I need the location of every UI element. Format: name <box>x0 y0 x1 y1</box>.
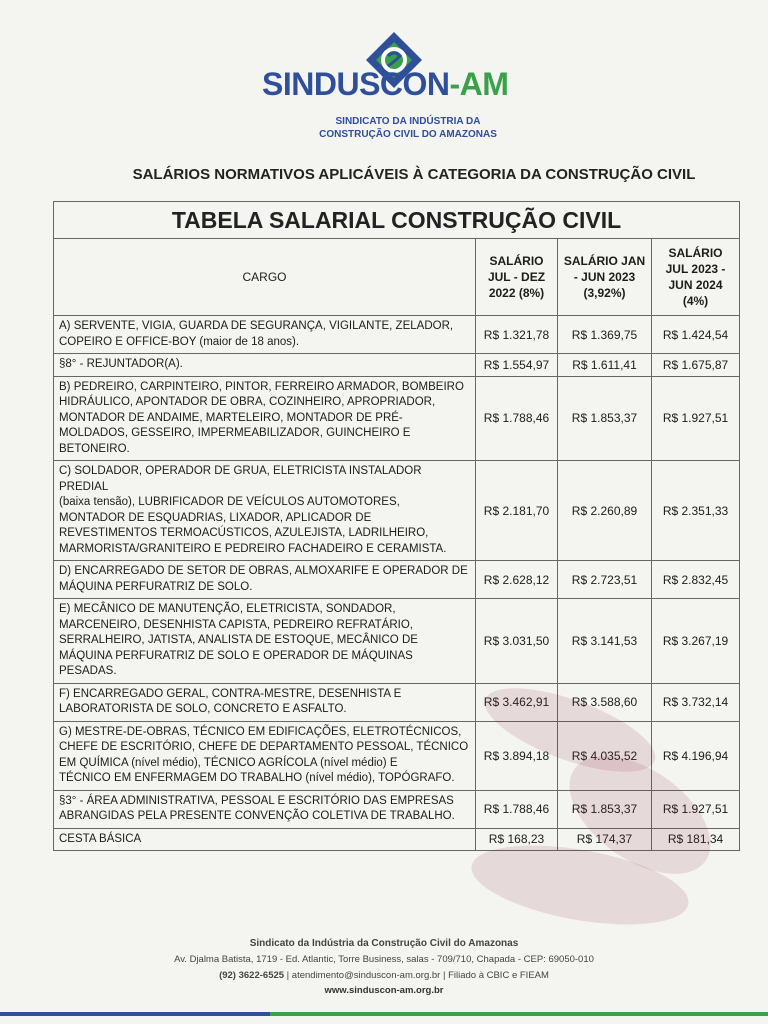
header-line: SALÁRIO <box>489 254 544 268</box>
salary-value-v1: R$ 3.462,91 <box>476 683 558 721</box>
salary-value-v1: R$ 168,23 <box>476 828 558 851</box>
cargo-line: B) PEDREIRO, CARPINTEIRO, PINTOR, FERREIRO ARMADOR, BOMBEIRO <box>59 380 464 393</box>
cargo-line: CHEFE DE ESCRITÓRIO, CHEFE DE DEPARTAMENTO PESSOAL, TÉCNICO <box>59 741 469 753</box>
cargo-line: MÁQUINA PERFURATRIZ DE SOLO E OPERADOR DE MÁQUINAS <box>59 649 413 662</box>
footer-address: Av. Djalma Batista, 1719 - Ed. Atlantic, Torre Business, salas - 709/710, Chapada - CEP: 69050-010 <box>174 954 594 965</box>
cargo-cell <box>54 316 476 354</box>
cargo-line: MONTADOR DE ANDAIME, MARTELEIRO, MONTADOR DE PRÉ- <box>59 411 403 424</box>
footer-org: Sindicato da Indústria da Construção Civil do Amazonas <box>249 938 519 949</box>
salary-value-v2: R$ 174,37 <box>558 828 652 851</box>
table-body <box>54 316 740 851</box>
table-row <box>54 354 740 377</box>
header-line: - JUN 2023 <box>573 270 636 284</box>
brand-name <box>262 66 542 103</box>
salary-value-v3: R$ 1.927,51 <box>652 790 740 828</box>
header-salary-2023 <box>558 239 652 316</box>
cargo-line: MARMORISTA/GRANITEIRO E PEDREIRO FACHADEIRO E CERAMISTA. <box>59 542 447 555</box>
cargo-line: §8° - REJUNTADOR(A). <box>59 358 183 370</box>
cargo-line: LABORATORISTA DE SOLO, CONCRETO E ASFALTO. <box>59 703 347 715</box>
footer-bar-blue <box>0 1012 270 1016</box>
salary-value-v2: R$ 2.260,89 <box>558 461 652 561</box>
header-line: (3,92%) <box>583 286 626 300</box>
salary-value-v1: R$ 1.321,78 <box>476 316 558 354</box>
cargo-cell <box>54 376 476 461</box>
header-cargo: CARGO <box>54 239 476 316</box>
salary-value-v3: R$ 181,34 <box>652 828 740 851</box>
cargo-cell <box>54 683 476 721</box>
cargo-line: A) SERVENTE, VIGIA, GUARDA DE SEGURANÇA, VIGILANTE, ZELADOR, <box>59 320 454 332</box>
table-row <box>54 561 740 599</box>
salary-value-v3: R$ 3.732,14 <box>652 683 740 721</box>
header-line: SALÁRIO JAN <box>563 254 646 268</box>
cargo-line: F) ENCARREGADO GERAL, CONTRA-MESTRE, DESENHISTA E <box>59 687 402 700</box>
table-title: TABELA SALARIAL CONSTRUÇÃO CIVIL <box>54 202 740 239</box>
brand-name-suffix: -AM <box>449 66 509 102</box>
footer-phone: (92) 3622-6525 <box>219 970 285 981</box>
table-row <box>54 316 740 354</box>
salary-value-v3: R$ 2.832,45 <box>652 561 740 599</box>
cargo-cell <box>54 828 476 851</box>
tagline-line: SINDICATO DA INDÚSTRIA DA <box>335 116 481 127</box>
salary-value-v2: R$ 3.141,53 <box>558 599 652 684</box>
table-row <box>54 683 740 721</box>
cargo-line: E) MECÂNICO DE MANUTENÇÃO, ELETRICISTA, SONDADOR, <box>59 603 396 615</box>
cargo-line: MÁQUINA PERFURATRIZ DE SOLO. <box>59 580 253 593</box>
header-line: JUL - DEZ <box>487 270 546 284</box>
footer-email: | atendimento@sinduscon-am.org.br | Filiado à CBIC e FIEAM <box>284 970 549 981</box>
salary-value-v3: R$ 3.267,19 <box>652 599 740 684</box>
cargo-line: SERRALHEIRO, JATISTA, ANALISTA DE ESTOQUE, MECÂNICO DE <box>59 634 418 646</box>
salary-value-v1: R$ 1.788,46 <box>476 790 558 828</box>
document-heading: SALÁRIOS NORMATIVOS APLICÁVEIS À CATEGORIA DA CONSTRUÇÃO CIVIL <box>132 166 696 183</box>
salary-value-v1: R$ 2.181,70 <box>476 461 558 561</box>
cargo-line: TÉCNICO EM ENFERMAGEM DO TRABALHO (nível médio), TOPÓGRAFO. <box>59 772 455 784</box>
header-line: SALÁRIO <box>668 246 723 260</box>
cargo-line: CESTA BÁSICA <box>59 832 142 845</box>
salary-value-v1: R$ 2.628,12 <box>476 561 558 599</box>
tagline-line: CONSTRUÇÃO CIVIL DO AMAZONAS <box>319 129 497 140</box>
cargo-line: (baixa tensão), LUBRIFICADOR DE VEÍCULOS AUTOMOTORES, <box>59 496 400 508</box>
footer-contact <box>0 970 768 981</box>
cargo-cell <box>54 354 476 377</box>
brand-tagline <box>268 115 548 141</box>
cargo-cell <box>54 599 476 684</box>
cargo-line: MOLDADOS, GESSEIRO, IMPERMEABILIZADOR, GUINCHEIRO E <box>59 427 411 439</box>
cargo-cell <box>54 561 476 599</box>
footer <box>0 938 768 996</box>
table-row <box>54 599 740 684</box>
header-line: JUL 2023 - <box>665 262 726 276</box>
cargo-line: REVESTIMENTOS TERMOACÚSTICOS, AZULEJISTA, LADRILHEIRO, <box>59 527 429 539</box>
cargo-line: PESADAS. <box>59 665 117 677</box>
header-line: JUN 2024 <box>668 278 723 292</box>
table-header-row <box>54 239 740 316</box>
cargo-line: BETONEIRO. <box>59 442 130 455</box>
salary-value-v2: R$ 1.853,37 <box>558 790 652 828</box>
salary-value-v1: R$ 1.554,97 <box>476 354 558 377</box>
header-line: 2022 (8%) <box>488 286 545 300</box>
cargo-line: MONTADOR DE ESQUADRIAS, LIXADOR, APLICADOR DE <box>59 511 372 524</box>
footer-bar-green <box>270 1012 768 1016</box>
header-salary-2024 <box>652 239 740 316</box>
cargo-line: G) MESTRE-DE-OBRAS, TÉCNICO EM EDIFICAÇÕES, ELETROTÉCNICOS, <box>59 725 462 738</box>
salary-value-v2: R$ 1.369,75 <box>558 316 652 354</box>
salary-value-v1: R$ 3.894,18 <box>476 721 558 790</box>
table-row <box>54 721 740 790</box>
cargo-line: D) ENCARREGADO DE SETOR DE OBRAS, ALMOXARIFE E OPERADOR DE <box>59 565 468 577</box>
footer-website: www.sinduscon-am.org.br <box>324 985 444 996</box>
header-salary-2022 <box>476 239 558 316</box>
cargo-line: §3° - ÁREA ADMINISTRATIVA, PESSOAL E ESCRITÓRIO DAS EMPRESAS <box>59 794 454 807</box>
cargo-line: HIDRÁULICO, APONTADOR DE OBRA, COZINHEIRO, APROPRIADOR, <box>59 396 436 408</box>
cargo-cell <box>54 721 476 790</box>
table-row <box>54 461 740 561</box>
cargo-line: MARCENEIRO, DESENHISTA CAPISTA, PEDREIRO REFRATÁRIO, <box>59 618 413 631</box>
salary-value-v3: R$ 1.927,51 <box>652 376 740 461</box>
salary-value-v2: R$ 3.588,60 <box>558 683 652 721</box>
cargo-cell <box>54 461 476 561</box>
table-row <box>54 828 740 851</box>
salary-value-v2: R$ 1.853,37 <box>558 376 652 461</box>
table-row <box>54 376 740 461</box>
salary-value-v3: R$ 1.424,54 <box>652 316 740 354</box>
salary-value-v2: R$ 2.723,51 <box>558 561 652 599</box>
salary-value-v3: R$ 1.675,87 <box>652 354 740 377</box>
salary-value-v2: R$ 4.035,52 <box>558 721 652 790</box>
cargo-cell <box>54 790 476 828</box>
salary-value-v1: R$ 3.031,50 <box>476 599 558 684</box>
cargo-line: EM QUÍMICA (nível médio), TÉCNICO AGRÍCOLA (nível médio) E <box>59 756 398 769</box>
salary-value-v3: R$ 2.351,33 <box>652 461 740 561</box>
brand-name-main: SINDUSCON <box>262 66 450 102</box>
salary-table <box>53 201 740 851</box>
cargo-line: ABRANGIDAS PELA PRESENTE CONVENÇÃO COLETIVA DE TRABALHO. <box>59 810 455 822</box>
header-line: (4%) <box>682 294 709 308</box>
cargo-line: COPEIRO E OFFICE-BOY (maior de 18 anos). <box>59 335 300 348</box>
table-row <box>54 790 740 828</box>
cargo-line: C) SOLDADOR, OPERADOR DE GRUA, ELETRICISTA INSTALADOR PREDIAL <box>59 465 422 493</box>
salary-value-v1: R$ 1.788,46 <box>476 376 558 461</box>
salary-value-v2: R$ 1.611,41 <box>558 354 652 377</box>
salary-value-v3: R$ 4.196,94 <box>652 721 740 790</box>
